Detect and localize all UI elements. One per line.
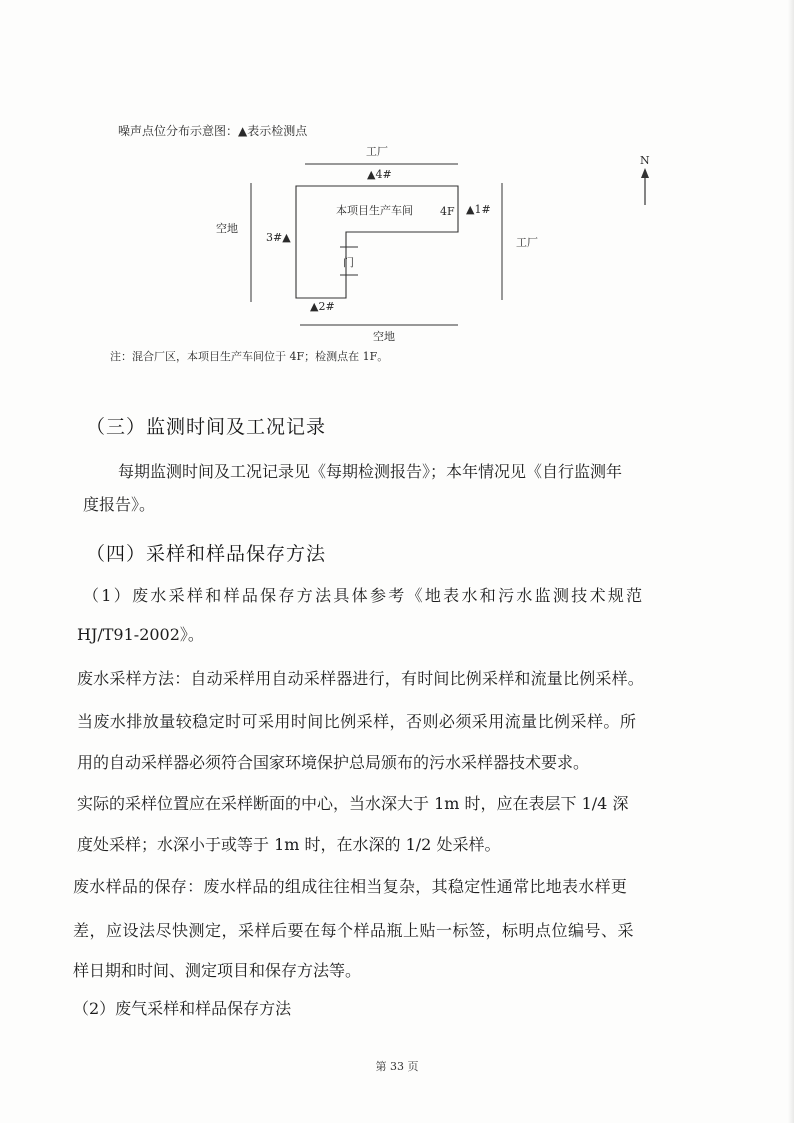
point-4: ▲4# bbox=[367, 168, 392, 181]
left-label: 空地 bbox=[216, 222, 238, 235]
paragraph-line: 用的自动采样器必须符合国家环境保护总局颁布的污水采样器技术要求。 bbox=[77, 753, 590, 772]
paragraph-line: （1）废水采样和样品保存方法具体参考《地表水和污水监测技术规范 bbox=[83, 586, 645, 605]
diagram-caption: 噪声点位分布示意图：▲表示检测点 bbox=[118, 124, 308, 138]
paragraph-line: 度报告》。 bbox=[83, 495, 156, 514]
north-label: N bbox=[640, 154, 650, 167]
section-heading-sampling: （四）采样和样品保存方法 bbox=[86, 543, 327, 565]
paragraph-line: 当废水排放量较稳定时可采用时间比例采样，否则必须采用流量比例采样。所 bbox=[77, 712, 637, 731]
door-label: 门 bbox=[343, 256, 354, 269]
paragraph-line: 度处采样；水深小于或等于 1m 时，在水深的 1/2 处采样。 bbox=[77, 835, 501, 854]
scan-edge-shadow bbox=[788, 0, 794, 1123]
paragraph-line: HJ/T91-2002》。 bbox=[77, 625, 204, 644]
paragraph-line: 实际的采样位置应在采样断面的中心，当水深大于 1m 时，应在表层下 1/4 深 bbox=[77, 794, 629, 813]
floor-label: 4F bbox=[440, 205, 455, 218]
north-arrow-head-icon bbox=[641, 168, 649, 178]
page-number: 第 33 页 bbox=[375, 1060, 419, 1073]
paragraph-line: 差，应设法尽快测定，采样后要在每个样品瓶上贴一标签，标明点位编号、采 bbox=[73, 921, 635, 940]
section-heading-monitoring-time: （三）监测时间及工况记录 bbox=[86, 416, 327, 438]
point-2: ▲2# bbox=[310, 300, 335, 313]
noise-point-diagram bbox=[0, 0, 794, 400]
right-label: 工厂 bbox=[516, 236, 538, 249]
paragraph-line: 每期监测时间及工况记录见《每期检测报告》；本年情况见《自行监测年 bbox=[118, 462, 623, 481]
paragraph-line: 废水采样方法：自动采样用自动采样器进行，有时间比例采样和流量比例采样。 bbox=[77, 669, 645, 688]
paragraph-line: 样日期和时间、测定项目和保存方法等。 bbox=[73, 961, 362, 980]
point-1: ▲1# bbox=[466, 203, 491, 216]
paragraph-line: （2）废气采样和样品保存方法 bbox=[73, 999, 292, 1018]
point-3: 3#▲ bbox=[266, 231, 291, 244]
paragraph-line: 废水样品的保存：废水样品的组成往往相当复杂，其稳定性通常比地表水样更 bbox=[73, 877, 628, 896]
bottom-label: 空地 bbox=[373, 330, 395, 343]
top-label: 工厂 bbox=[366, 145, 388, 158]
building-label: 本项目生产车间 bbox=[336, 204, 413, 217]
diagram-note: 注：混合厂区，本项目生产车间位于 4F；检测点在 1F。 bbox=[110, 350, 389, 363]
workshop-outline bbox=[296, 186, 458, 298]
